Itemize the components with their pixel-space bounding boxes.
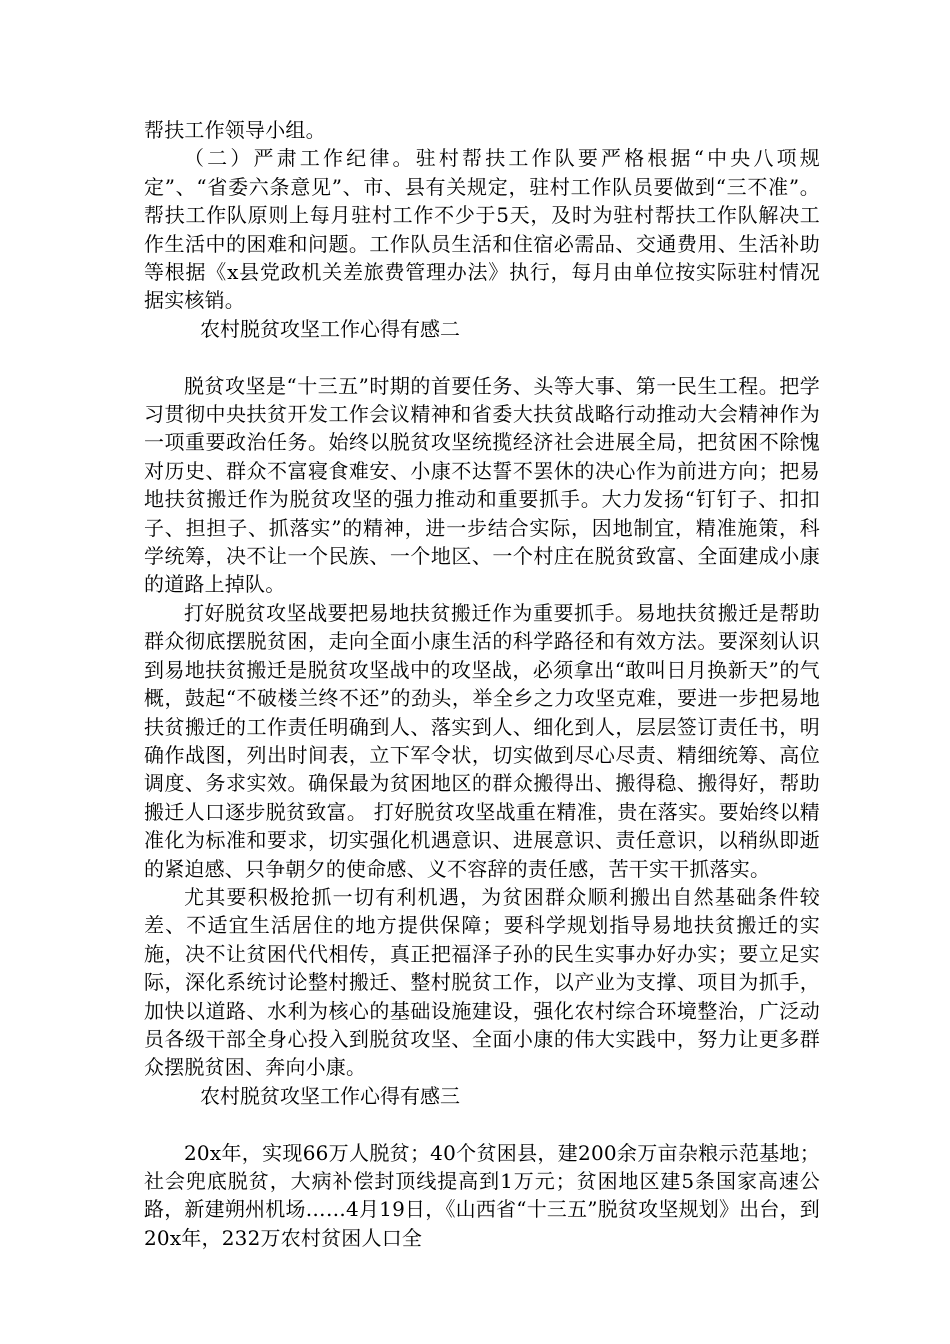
paragraph-relocation: 打好脱贫攻坚战要把易地扶贫搬迁作为重要抓手。易地扶贫搬迁是帮助群众彻底摆脱贫困，走向全面小康生活的科学路径和有效方法。要深刻认识到易地扶贫搬迁是脱贫攻坚战中的攻坚战，必须拿出“敢叫日月换新天”的气概，鼓起“不破楼兰终不还”的劲头，举全乡之力攻坚克难，要进一步把易地扶贫搬迁的工作责任明确到人、落实到人、细化到人，层层签订责任书，明确作战图，列出时间表，立下军令状，切实做到尽心尽责、精细统筹、高位调度、务求实效。确保最为贫困地区的群众搬得出、搬得稳、搬得好，帮助搬迁人口逐步脱贫致富。 打好脱贫攻坚战重在精准，贵在落实。要始终以精准化为标准和要求，切实强化机遇意识、进展意识、责任意识，以稍纵即逝的紧迫感、只争朝夕的使命感、义不容辞的责任感，苦干实干抓落实。 [144, 600, 820, 881]
section-heading-3: 农村脱贫攻坚工作心得有感三 [200, 1083, 460, 1108]
paragraph-poverty-alleviation-task: 脱贫攻坚是“十三五”时期的首要任务、头等大事、第一民生工程。把学习贯彻中央扶贫开发工作会议精神和省委大扶贫战略行动推动大会精神作为一项重要政治任务。始终以脱贫攻坚统揽经济社会进展全局，把贫困不除愧对历史、群众不富寝食难安、小康不达誓不罢休的决心作为前进方向；把易地扶贫搬迁作为脱贫攻坚的强力推动和重要抓手。大力发扬“钉钉子、扣扣子、担担子、抓落实”的精神，进一步结合实际，因地制宜，精准施策，科学统筹，决不让一个民族、一个地区、一个村庄在脱贫致富、全面建成小康的道路上掉队。 [144, 373, 820, 597]
paragraph-opportunities: 尤其要积极抢抓一切有利机遇，为贫困群众顺利搬出自然基础条件较差、不适宜生活居住的地方提供保障；要科学规划指导易地扶贫搬迁的实施，决不让贫困代代相传，真正把福泽子孙的民生实事办好办实；要立足实际，深化系统讨论整村搬迁、整村脱贫工作，以产业为支撑、项目为抓手，加快以道路、水利为核心的基础设施建设，强化农村综合环境整治，广泛动员各级干部全身心投入到脱贫攻坚、全面小康的伟大实践中，努力让更多群众摆脱贫困、奔向小康。 [144, 884, 820, 1080]
blank-line [144, 1110, 820, 1138]
document-page [144, 116, 820, 1252]
paragraph-continuation: 帮扶工作领导小组。 [144, 118, 326, 142]
section-heading-2: 农村脱贫攻坚工作心得有感二 [200, 316, 460, 341]
paragraph-achievements: 20x年，实现66万人脱贫；40个贫困县，建200余万亩杂粮示范基地；社会兜底脱贫，大病补偿封顶线提高到1万元；贫困地区建5条国家高速公路，新建朔州机场……4月19日，《山西省“十三五”脱贫攻坚规划》出台，到20x年，232万农村贫困人口全 [144, 1140, 820, 1250]
paragraph-work-discipline: （二）严肃工作纪律。驻村帮扶工作队要严格根据“中央八项规定”、“省委六条意见”、市、县有关规定，驻村工作队员要做到“三不准”。帮扶工作队原则上每月驻村工作不少于5天，及时为驻村帮扶工作队解决工作生活中的困难和问题。工作队员生活和住宿必需品、交通费用、生活补助等根据《x县党政机关差旅费管理办法》执行，每月由单位按实际驻村情况据实核销。 [144, 146, 820, 313]
blank-line [144, 343, 820, 371]
